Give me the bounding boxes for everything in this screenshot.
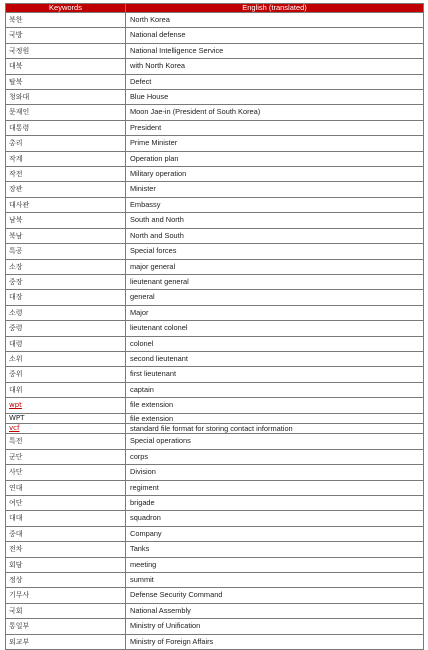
header-keywords: Keywords	[6, 4, 126, 13]
keyword-cell: 특공	[6, 244, 126, 259]
table-row	[6, 423, 424, 433]
table-row	[6, 557, 424, 572]
table-row	[6, 480, 424, 495]
keyword-cell: WPT	[6, 413, 126, 423]
translation-cell: file extension	[126, 413, 424, 423]
table-body	[6, 13, 424, 650]
keyword-cell: 국방	[6, 28, 126, 43]
table-row	[6, 336, 424, 351]
table-row	[6, 573, 424, 588]
translation-cell: file extension	[126, 398, 424, 413]
table-row	[6, 603, 424, 618]
keyword-cell: 통일부	[6, 619, 126, 634]
keyword-cell: 중위	[6, 367, 126, 382]
translation-cell: Embassy	[126, 197, 424, 212]
table-row	[6, 151, 424, 166]
translation-cell: colonel	[126, 336, 424, 351]
table-row	[6, 182, 424, 197]
keyword-cell: 대령	[6, 336, 126, 351]
translation-cell: corps	[126, 449, 424, 464]
keyword-cell: 작계	[6, 151, 126, 166]
table-row	[6, 465, 424, 480]
translation-cell: major general	[126, 259, 424, 274]
keyword-table	[5, 3, 424, 650]
translation-cell: Moon Jae-in (President of South Korea)	[126, 105, 424, 120]
translation-cell: National defense	[126, 28, 424, 43]
keyword-cell: 군단	[6, 449, 126, 464]
keyword-cell: 회담	[6, 557, 126, 572]
table-row	[6, 43, 424, 58]
keyword-cell: 대북	[6, 59, 126, 74]
keyword-cell: 총리	[6, 136, 126, 151]
translation-cell: Ministry of Foreign Affairs	[126, 634, 424, 649]
keyword-cell: 탈북	[6, 74, 126, 89]
table-row	[6, 511, 424, 526]
translation-cell: South and North	[126, 213, 424, 228]
keyword-cell: 전차	[6, 542, 126, 557]
keyword-cell: 중령	[6, 321, 126, 336]
keyword-link[interactable]: wpt	[9, 401, 22, 410]
translation-cell: first lieutenant	[126, 367, 424, 382]
translation-cell: captain	[126, 382, 424, 397]
table-row	[6, 213, 424, 228]
keyword-cell: 장관	[6, 182, 126, 197]
keyword-cell: 소위	[6, 351, 126, 366]
table-row	[6, 305, 424, 320]
keyword-cell: 문재인	[6, 105, 126, 120]
keyword-cell: 북한	[6, 13, 126, 28]
keyword-cell: 대통령	[6, 120, 126, 135]
keyword-cell: 소령	[6, 305, 126, 320]
translation-cell: North and South	[126, 228, 424, 243]
keyword-cell: 작전	[6, 167, 126, 182]
table-row	[6, 197, 424, 212]
table-row	[6, 13, 424, 28]
keyword-cell: 연대	[6, 480, 126, 495]
translation-cell: regiment	[126, 480, 424, 495]
keyword-cell: 여단	[6, 496, 126, 511]
table-row	[6, 634, 424, 649]
keyword-cell: 북남	[6, 228, 126, 243]
table-row	[6, 449, 424, 464]
table-row	[6, 28, 424, 43]
table-row	[6, 526, 424, 541]
translation-cell: with North Korea	[126, 59, 424, 74]
translation-cell: Special forces	[126, 244, 424, 259]
translation-cell: general	[126, 290, 424, 305]
table-row	[6, 382, 424, 397]
table-row	[6, 105, 424, 120]
keyword-cell: 기무사	[6, 588, 126, 603]
table-row	[6, 321, 424, 336]
translation-cell: Blue House	[126, 90, 424, 105]
table-row	[6, 228, 424, 243]
translation-cell: Operation plan	[126, 151, 424, 166]
table-row	[6, 434, 424, 449]
keyword-cell: 정상	[6, 573, 126, 588]
table-header-row	[6, 4, 424, 13]
keyword-table-container	[5, 3, 423, 650]
translation-cell: standard file format for storing contact information	[126, 423, 424, 433]
table-row	[6, 351, 424, 366]
keyword-cell: 청와대	[6, 90, 126, 105]
translation-cell: Special operations	[126, 434, 424, 449]
table-row	[6, 290, 424, 305]
table-row	[6, 167, 424, 182]
table-row	[6, 244, 424, 259]
table-row	[6, 59, 424, 74]
table-row	[6, 136, 424, 151]
keyword-cell: 중장	[6, 274, 126, 289]
translation-cell: Major	[126, 305, 424, 320]
translation-cell: Company	[126, 526, 424, 541]
keyword-cell: 사단	[6, 465, 126, 480]
translation-cell: Military operation	[126, 167, 424, 182]
translation-cell: National Assembly	[126, 603, 424, 618]
keyword-cell: 대사관	[6, 197, 126, 212]
keyword-cell: 중대	[6, 526, 126, 541]
table-row	[6, 542, 424, 557]
translation-cell: meeting	[126, 557, 424, 572]
keyword-cell: 대장	[6, 290, 126, 305]
keyword-cell: 국회	[6, 603, 126, 618]
keyword-cell: 국정원	[6, 43, 126, 58]
translation-cell: lieutenant colonel	[126, 321, 424, 336]
keyword-cell: 대위	[6, 382, 126, 397]
translation-cell: summit	[126, 573, 424, 588]
keyword-cell: 소장	[6, 259, 126, 274]
translation-cell: Tanks	[126, 542, 424, 557]
translation-cell: Minister	[126, 182, 424, 197]
table-row	[6, 413, 424, 423]
translation-cell: Ministry of Unification	[126, 619, 424, 634]
table-row	[6, 120, 424, 135]
table-row	[6, 398, 424, 413]
translation-cell: Division	[126, 465, 424, 480]
header-english: English (translated)	[126, 4, 424, 13]
keyword-cell: 외교부	[6, 634, 126, 649]
translation-cell: lieutenant general	[126, 274, 424, 289]
translation-cell: second lieutenant	[126, 351, 424, 366]
keyword-cell: 남북	[6, 213, 126, 228]
table-row	[6, 90, 424, 105]
keyword-cell	[6, 423, 126, 433]
table-row	[6, 588, 424, 603]
translation-cell: brigade	[126, 496, 424, 511]
translation-cell: Defense Security Command	[126, 588, 424, 603]
keyword-link[interactable]: vcf	[9, 423, 20, 432]
translation-cell: squadron	[126, 511, 424, 526]
table-row	[6, 367, 424, 382]
table-row	[6, 619, 424, 634]
table-row	[6, 74, 424, 89]
keyword-cell: 대대	[6, 511, 126, 526]
translation-cell: Prime Minister	[126, 136, 424, 151]
translation-cell: National Intelligence Service	[126, 43, 424, 58]
translation-cell: President	[126, 120, 424, 135]
translation-cell: Defect	[126, 74, 424, 89]
keyword-cell	[6, 398, 126, 413]
keyword-cell: 특전	[6, 434, 126, 449]
translation-cell: North Korea	[126, 13, 424, 28]
table-row	[6, 259, 424, 274]
table-row	[6, 274, 424, 289]
table-row	[6, 496, 424, 511]
